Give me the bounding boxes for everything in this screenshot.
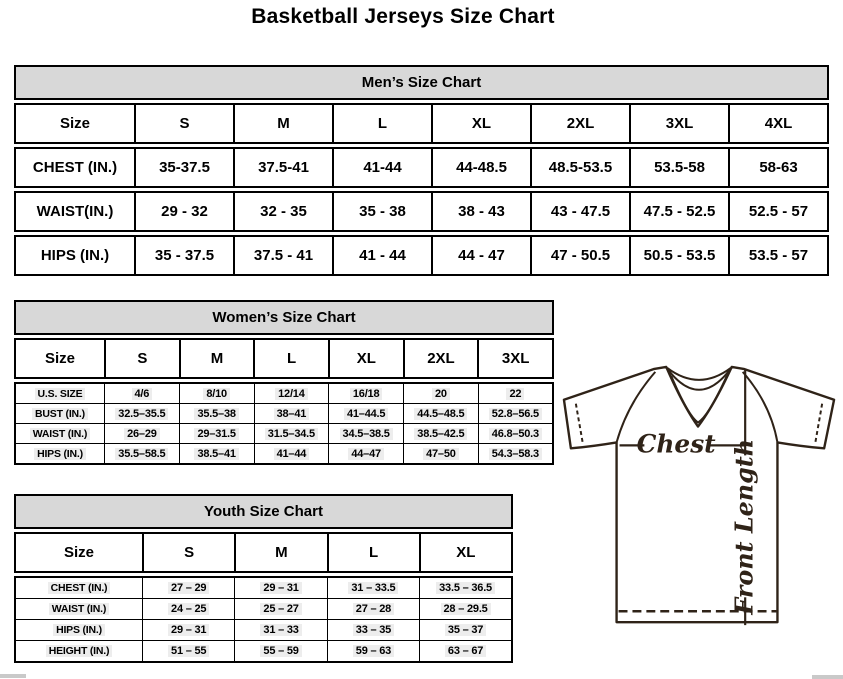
value-cell: 41 - 44 <box>334 235 433 276</box>
table-row <box>14 191 829 232</box>
value-cell: 38.5–41 <box>179 444 254 465</box>
value-cell: 44–47 <box>329 444 404 465</box>
value-cell: 24 – 25 <box>143 599 235 620</box>
size-column-header: XL <box>330 338 405 379</box>
size-column-header: S <box>106 338 181 379</box>
value-cell: 43 - 47.5 <box>532 191 631 232</box>
value-cell: 29–31.5 <box>179 424 254 444</box>
value-cell: 29 – 31 <box>235 577 327 599</box>
value-cell: 44.5–48.5 <box>404 404 479 424</box>
size-column-header: XL <box>433 103 532 144</box>
value-cell: 33 – 35 <box>327 620 419 641</box>
value-cell: 28 – 29.5 <box>420 599 512 620</box>
value-cell: 37.5-41 <box>235 147 334 188</box>
horizontal-scrollbar-fragment-left[interactable] <box>0 674 26 678</box>
row-label: HIPS (IN.) <box>15 444 105 465</box>
value-cell: 52.5 - 57 <box>730 191 829 232</box>
chest-label: Chest <box>636 429 716 459</box>
mens-size-chart-section <box>14 65 829 279</box>
size-column-header: 4XL <box>730 103 829 144</box>
value-cell: 35-37.5 <box>136 147 235 188</box>
row-label: BUST (IN.) <box>15 404 105 424</box>
row-label: U.S. SIZE <box>15 383 105 404</box>
value-cell: 48.5-53.5 <box>532 147 631 188</box>
value-cell: 35 - 38 <box>334 191 433 232</box>
value-cell: 29 – 31 <box>143 620 235 641</box>
value-cell: 12/14 <box>254 383 329 404</box>
value-cell: 35 - 37.5 <box>136 235 235 276</box>
header-row <box>14 338 554 379</box>
value-cell: 38 - 43 <box>433 191 532 232</box>
size-column-header: M <box>181 338 256 379</box>
row-label: CHEST (IN.) <box>15 577 143 599</box>
value-cell: 22 <box>478 383 553 404</box>
size-column-header: 2XL <box>405 338 480 379</box>
value-cell: 44-48.5 <box>433 147 532 188</box>
value-cell: 4/6 <box>105 383 180 404</box>
value-cell: 46.8–50.3 <box>478 424 553 444</box>
row-label: WAIST (IN.) <box>15 424 105 444</box>
value-cell: 58-63 <box>730 147 829 188</box>
value-cell: 27 – 29 <box>143 577 235 599</box>
value-cell: 37.5 - 41 <box>235 235 334 276</box>
value-cell: 54.3–58.3 <box>478 444 553 465</box>
value-cell: 38–41 <box>254 404 329 424</box>
value-cell: 35 – 37 <box>420 620 512 641</box>
table-row <box>15 383 553 404</box>
size-column-header: 3XL <box>479 338 554 379</box>
value-cell: 29 - 32 <box>136 191 235 232</box>
row-label: CHEST (IN.) <box>14 147 136 188</box>
table-row <box>15 641 512 663</box>
table-row <box>15 620 512 641</box>
table-row <box>15 424 553 444</box>
value-cell: 27 – 28 <box>327 599 419 620</box>
womens-chart-header: Women’s Size Chart <box>14 300 554 335</box>
value-cell: 35.5–58.5 <box>105 444 180 465</box>
youth-size-table <box>14 576 513 663</box>
value-cell: 51 – 55 <box>143 641 235 663</box>
row-label: HEIGHT (IN.) <box>15 641 143 663</box>
youth-chart-header: Youth Size Chart <box>14 494 513 529</box>
youth-size-chart-section <box>14 494 513 663</box>
page-title: Basketball Jerseys Size Chart <box>251 5 555 28</box>
front-length-label: Front Length <box>730 438 759 615</box>
size-column-header: S <box>144 532 236 573</box>
size-label-header: Size <box>14 532 144 573</box>
value-cell: 53.5-58 <box>631 147 730 188</box>
row-label: HIPS (IN.) <box>14 235 136 276</box>
mens-chart-header: Men’s Size Chart <box>14 65 829 100</box>
womens-size-header-table <box>14 335 554 382</box>
size-column-header: XL <box>421 532 513 573</box>
value-cell: 53.5 - 57 <box>730 235 829 276</box>
size-column-header: S <box>136 103 235 144</box>
jersey-right-cuff-dash <box>815 404 822 444</box>
value-cell: 63 – 67 <box>420 641 512 663</box>
size-column-header: 2XL <box>532 103 631 144</box>
table-row <box>15 599 512 620</box>
value-cell: 41–44.5 <box>329 404 404 424</box>
header-row <box>14 532 513 573</box>
value-cell: 47–50 <box>404 444 479 465</box>
value-cell: 16/18 <box>329 383 404 404</box>
row-label: WAIST(IN.) <box>14 191 136 232</box>
value-cell: 55 – 59 <box>235 641 327 663</box>
jersey-diagram <box>556 356 842 644</box>
youth-size-header-table <box>14 529 513 576</box>
value-cell: 33.5 – 36.5 <box>420 577 512 599</box>
mens-size-table <box>14 100 829 279</box>
row-label: HIPS (IN.) <box>15 620 143 641</box>
size-column-header: L <box>334 103 433 144</box>
horizontal-scrollbar-fragment-right[interactable] <box>812 675 843 679</box>
value-cell: 52.8–56.5 <box>478 404 553 424</box>
table-row <box>15 577 512 599</box>
value-cell: 41–44 <box>254 444 329 465</box>
value-cell: 44 - 47 <box>433 235 532 276</box>
size-column-header: L <box>329 532 421 573</box>
row-label: WAIST (IN.) <box>15 599 143 620</box>
value-cell: 25 – 27 <box>235 599 327 620</box>
value-cell: 8/10 <box>179 383 254 404</box>
womens-size-table <box>14 382 554 465</box>
value-cell: 34.5–38.5 <box>329 424 404 444</box>
value-cell: 59 – 63 <box>327 641 419 663</box>
womens-size-chart-section <box>14 300 554 465</box>
value-cell: 41-44 <box>334 147 433 188</box>
value-cell: 38.5–42.5 <box>404 424 479 444</box>
value-cell: 47.5 - 52.5 <box>631 191 730 232</box>
size-column-header: M <box>236 532 328 573</box>
value-cell: 31 – 33.5 <box>327 577 419 599</box>
table-row <box>15 444 553 465</box>
size-column-header: 3XL <box>631 103 730 144</box>
value-cell: 31.5–34.5 <box>254 424 329 444</box>
size-label-header: Size <box>14 103 136 144</box>
header-row <box>14 103 829 144</box>
value-cell: 32 - 35 <box>235 191 334 232</box>
value-cell: 26–29 <box>105 424 180 444</box>
value-cell: 31 – 33 <box>235 620 327 641</box>
jersey-outline <box>564 367 834 622</box>
size-label-header: Size <box>14 338 106 379</box>
jersey-right-seam <box>743 372 778 443</box>
table-row <box>14 235 829 276</box>
value-cell: 35.5–38 <box>179 404 254 424</box>
jersey-left-cuff-dash <box>576 404 583 444</box>
table-row <box>15 404 553 424</box>
value-cell: 32.5–35.5 <box>105 404 180 424</box>
size-column-header: M <box>235 103 334 144</box>
table-row <box>14 147 829 188</box>
value-cell: 20 <box>404 383 479 404</box>
value-cell: 47 - 50.5 <box>532 235 631 276</box>
size-column-header: L <box>255 338 330 379</box>
value-cell: 50.5 - 53.5 <box>631 235 730 276</box>
